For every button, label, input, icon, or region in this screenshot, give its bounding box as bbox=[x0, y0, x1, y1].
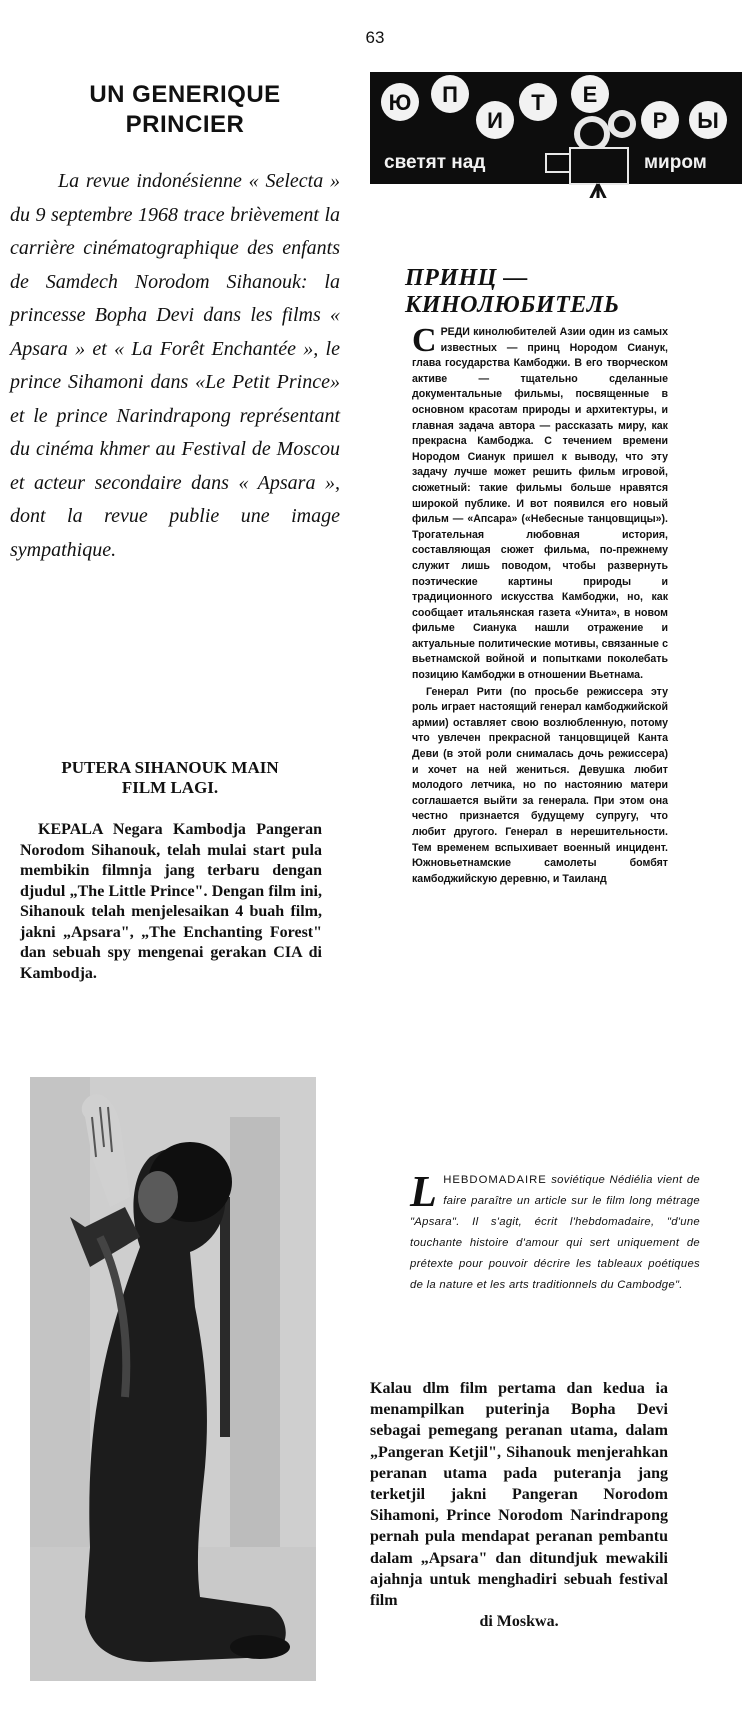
banner-letter-5: Е bbox=[582, 82, 598, 107]
french-note-drop-cap: L bbox=[410, 1167, 438, 1216]
banner-letter-7: Ы bbox=[697, 108, 719, 133]
indonesian-article-2-last-line: di Moskwa. bbox=[479, 1613, 559, 1631]
russian-paragraph-1-text: РЕДИ кинолюбителей Азии один из самых известных — принц Нородом Сианук, глава государства Камбоджи. В его творческом активе — тщательно сделанные документальные фильмы, посвященные в основном красотам природы и архитектуры, и главная задача автора — рассказать миру, как прекрасна Камбоджа. С течением времени Нородом Сианук пришел к выводу, что эту задачу лучше может решить фильм игровой, сюжетный: такие фильмы больше нравятся широкой публике. И вот появился его новый фильм — «Апсара» («Небесные танцовщицы»). Трогательная любовная история, составляющая сюжет фильма, по-прежнему служит лишь поводом, чтобы развернуть поэтические картины природы и традиционного искусства Камбоджи, но, как сообщает итальянская газета «Унита», в новом фильме Сианука нашли отражение и актуальные политические мотивы, связанные с вьетнамской войной и попытками поколебать позицию Камбоджи в отношении Вьетнама. bbox=[412, 326, 668, 682]
french-note bbox=[410, 1167, 700, 1296]
banner-letter-3: И bbox=[487, 108, 503, 133]
indonesian-title-line-2: FILM LAGI. bbox=[121, 778, 219, 797]
french-article-body bbox=[10, 165, 340, 567]
banner-right-text: миром bbox=[644, 152, 707, 173]
russian-title-line-2: КИНОЛЮБИТЕЛЬ bbox=[405, 292, 620, 318]
indonesian-article-2-body bbox=[370, 1378, 668, 1632]
banner-letter-4: Т bbox=[531, 90, 545, 115]
russian-article-title bbox=[405, 265, 665, 319]
indonesian-article-title bbox=[15, 758, 325, 798]
indonesian-article-text: KEPALA Negara Kambodja Pangeran Norodom Sihanouk, telah mulai start pula membikin filmnja jang terbaru dengan djudul „The Little Prince". Dengan film ini, Sihanouk telah menjelesaikan 4 buah film, jakni „Apsara", „The Enchanting Forest" dan sebuah spy mengenai gerakan CIA di Kambodja. bbox=[20, 821, 322, 982]
russian-paragraph-2: Генерал Рити (по просьбе режиссера эту роль играет настоящий генерал камбоджийской армии) оставляет свою возлюбленную, потому что увлечен прекрасной танцовщицей Канта Деви (в этой роли снималась дочь режиссера) и хочет на ней жениться. Девушка любит молодого летчика, но по настоянию матери соглашается выйти за генерала. При этом она честно признается будущему супругу, что любит другого. Генерал в нерешительности. Тем временем вспыхивает военный инцидент. Южновьетнамские самолеты бомбят камбоджийскую деревню, и Таиланд bbox=[412, 685, 668, 885]
page-number: 63 bbox=[365, 28, 385, 47]
russian-title-line-1: ПРИНЦ — bbox=[405, 265, 528, 291]
russian-drop-cap: С bbox=[412, 322, 437, 359]
french-note-text: soviétique Nédiélia vient de faire paraître un article sur le film long métrage "Apsara". Il s'agit, écrit l'hebdomadaire, "d'une touchante histoire d'amour qui sert uniquement de prétexte pour pouvoir décrire les tableaux poétiques de la nature et les arts traditionnels du Cambodge". bbox=[410, 1174, 700, 1291]
kneeling-prince-photo bbox=[30, 1077, 316, 1681]
banner-letter-2: П bbox=[442, 82, 458, 107]
french-article-title bbox=[40, 80, 330, 140]
french-title-line-1: UN GENERIQUE bbox=[89, 81, 281, 108]
jupiters-banner bbox=[370, 72, 742, 198]
french-article-text: La revue indonésienne « Selecta » du 9 septembre 1968 trace brièvement la carrière cinématographique des enfants de Samdech Norodom Sihanouk: la princesse Bopha Devi dans les films « Apsara » et « La Forêt Enchantée », le prince Sihamoni dans «Le Petit Prince» et le prince Narindrapong représentant du cinéma khmer au Festival de Moscou et acteur secondaire dans « Apsara », dont la revue publie une image sympathique. bbox=[10, 170, 340, 561]
russian-article-body bbox=[412, 322, 668, 888]
french-note-lead: HEBDOMADAIRE bbox=[443, 1174, 547, 1186]
french-title-line-2: PRINCIER bbox=[125, 111, 245, 138]
indonesian-article-2-text: Kalau dlm film pertama dan kedua ia menampilkan puterinja Bopha Devi sebagai pemegang peranan utama, dalam „Pangeran Ketjil", Sihanouk menjerahkan peranan utama pada puteranja jang terketjil jakni Pangeran Norodom Sihamoni, Prince Norodom Narindrapong pernah pula mendapat peranan pembantu dalam „Apsara" dan ditundjuk mewakili ajahnja untuk menghadiri sebuah festival film bbox=[370, 1380, 668, 1610]
indonesian-title-line-1: PUTERA SIHANOUK MAIN bbox=[61, 758, 279, 777]
banner-letter-1: Ю bbox=[388, 90, 412, 115]
banner-letter-6: Р bbox=[652, 108, 668, 133]
russian-paragraph-1 bbox=[412, 322, 668, 684]
indonesian-article-body bbox=[20, 820, 322, 984]
banner-left-text: светят над bbox=[384, 152, 486, 173]
